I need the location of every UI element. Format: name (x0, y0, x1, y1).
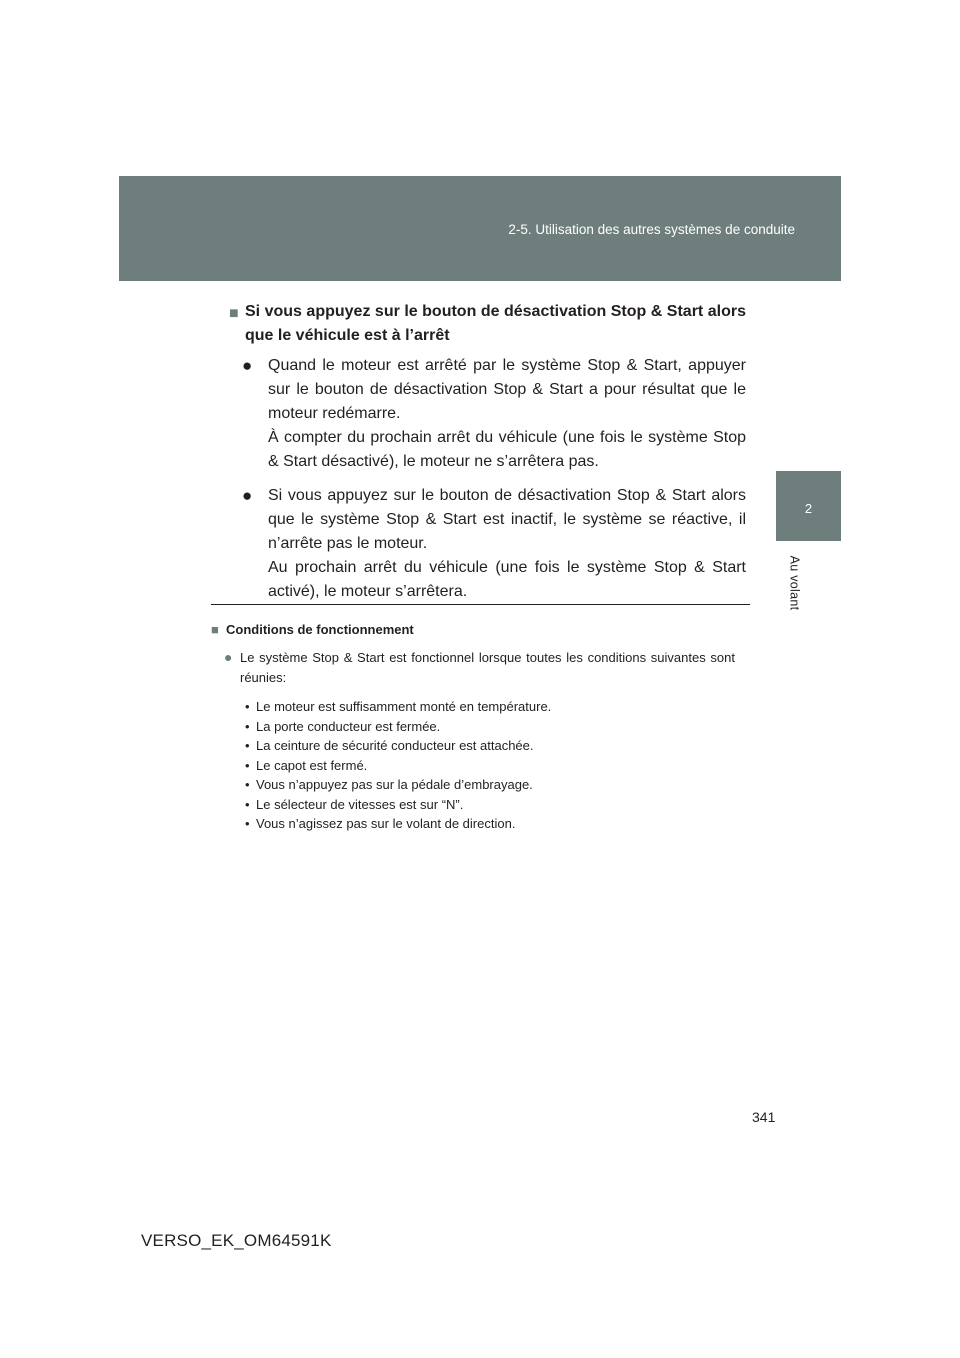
notes-section (211, 620, 735, 834)
chapter-label-text: Au volant (787, 555, 802, 611)
main-section (229, 300, 746, 614)
document-code: VERSO_EK_OM64591K (141, 1231, 332, 1250)
page-number: 341 (752, 1109, 776, 1125)
main-heading (229, 300, 746, 348)
main-heading-text: Si vous appuyez sur le bouton de désactivation Stop & Start alors que le véhicule est à l’arrêt (245, 303, 746, 344)
main-item-1 (229, 354, 746, 474)
main-list (229, 354, 746, 604)
main-item-2-para-1: Si vous appuyez sur le bouton de désactivation Stop & Start alors que le système Stop & Start est inactif, le système se réactive, il n’arrête pas le moteur. (268, 487, 746, 552)
list-item: • Le moteur est suffisamment monté en température. (245, 697, 735, 717)
circle-bullet-icon: ● (242, 486, 253, 505)
main-item-2 (229, 484, 746, 604)
list-item: • Le capot est fermé. (245, 756, 735, 776)
notes-heading (211, 620, 735, 640)
chapter-tab (776, 471, 841, 541)
circle-bullet-icon: ● (242, 356, 253, 375)
main-item-2-para-2: Au prochain arrêt du véhicule (une fois le système Stop & Start activé), le moteur s’arrêtera. (268, 559, 746, 600)
section-title: 2-5. Utilisation des autres systèmes de conduite (508, 222, 795, 237)
list-item: • Vous n’appuyez pas sur la pédale d’embrayage. (245, 775, 735, 795)
square-bullet-icon: ■ (229, 305, 239, 322)
notes-intro-text: Le système Stop & Start est fonctionnel lorsque toutes les conditions suivantes sont réunies: (240, 650, 735, 685)
list-item: • Le sélecteur de vitesses est sur “N”. (245, 795, 735, 815)
notes-intro (211, 648, 735, 687)
main-item-1-para-1: Quand le moteur est arrêté par le système Stop & Start, appuyer sur le bouton de désactivation Stop & Start a pour résultat que le moteur redémarre. (268, 357, 746, 422)
list-item: • Vous n’agissez pas sur le volant de direction. (245, 814, 735, 834)
chapter-label (778, 548, 810, 618)
notes-heading-text: Conditions de fonctionnement (226, 622, 414, 637)
square-bullet-icon: ■ (211, 622, 219, 637)
circle-bullet-icon: ● (224, 649, 233, 665)
list-item: • La porte conducteur est fermée. (245, 717, 735, 737)
main-item-1-para-2: À compter du prochain arrêt du véhicule (une fois le système Stop & Start désactivé), le moteur ne s’arrêtera pas. (268, 429, 746, 470)
header-band (119, 176, 841, 281)
chapter-number: 2 (804, 501, 813, 516)
section-divider (211, 604, 750, 605)
list-item: • La ceinture de sécurité conducteur est attachée. (245, 736, 735, 756)
conditions-list (211, 697, 735, 834)
